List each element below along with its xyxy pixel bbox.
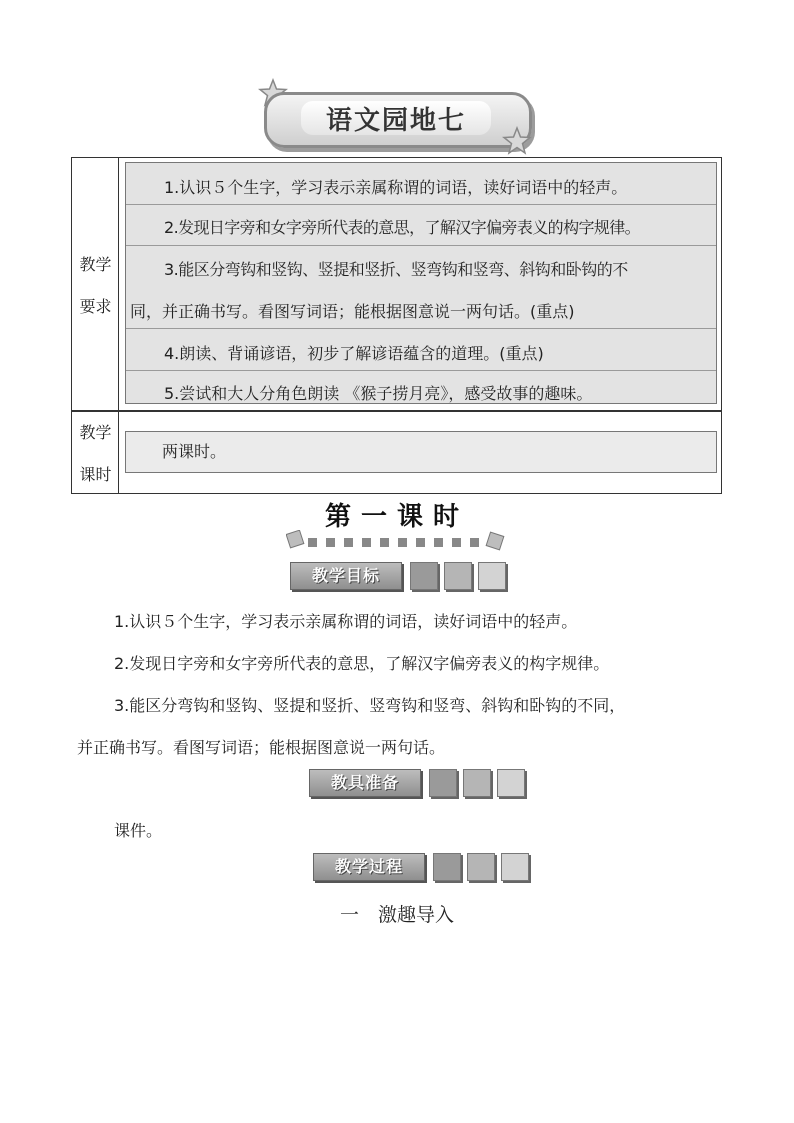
requirement-item: 5.尝试和大人分角色朗读 《猴子捞月亮》，感受故事的趣味。 [164,384,593,403]
row-label: 要求 [79,297,112,316]
decorative-square [433,853,461,881]
divider [126,370,716,371]
decorative-square [463,769,491,797]
requirements-table [71,157,722,494]
divider [119,410,721,412]
decorative-square [410,562,438,590]
goal-item: 2.发现日字旁和女字旁所代表的意思，了解汉字偏旁表义的构字规律。 [114,654,610,673]
decorative-square [429,769,457,797]
requirement-item: 同，并正确书写。看图写词语；能根据图意说一两句话。(重点) [130,302,575,321]
decorative-square [467,853,495,881]
row-label: 课时 [79,465,112,484]
star-icon [502,126,532,156]
requirement-item: 3.能区分弯钩和竖钩、竖提和竖折、竖弯钩和竖弯、斜钩和卧钩的不 [164,260,628,279]
requirement-item: 2.发现日字旁和女字旁所代表的意思，了解汉字偏旁表义的构字规律。 [164,218,641,237]
decorative-square [501,853,529,881]
title-banner-frame [264,92,532,148]
tools-text: 课件。 [114,821,163,840]
decorative-square [497,769,525,797]
step-heading: 一 激趣导入 [339,904,454,926]
period-value: 两课时。 [125,431,717,473]
requirement-item: 4.朗读、背诵谚语，初步了解谚语蕴含的道理。(重点) [164,344,544,363]
goal-item: 3.能区分弯钩和竖钩、竖提和竖折、竖弯钩和竖弯、斜钩和卧钩的不同， [114,696,626,715]
section-label: 教学过程 [313,853,425,881]
decorative-dots [286,530,508,552]
goal-item: 1.认识５个生字，学习表示亲属称谓的词语，读好词语中的轻声。 [114,612,578,631]
section-label: 教学目标 [290,562,402,590]
decorative-square [444,562,472,590]
requirement-item: 1.认识５个生字，学习表示亲属称谓的词语，读好词语中的轻声。 [164,178,628,197]
divider [126,204,716,205]
divider [126,328,716,329]
section-header-process [313,853,533,883]
goal-item: 并正确书写。看图写词语；能根据图意说一两句话。 [77,738,446,757]
label-column [72,158,119,493]
section-label: 教具准备 [309,769,421,797]
decorative-square [478,562,506,590]
row-label: 教学 [79,255,112,274]
page-title: 语文园地七 [301,101,491,135]
title-banner [258,78,538,158]
requirements-box [125,162,717,404]
divider [126,245,716,246]
section-header-goals [290,562,510,592]
lesson-title: 第一课时 [324,502,469,532]
section-header-tools [309,769,529,799]
row-label: 教学 [79,423,112,442]
